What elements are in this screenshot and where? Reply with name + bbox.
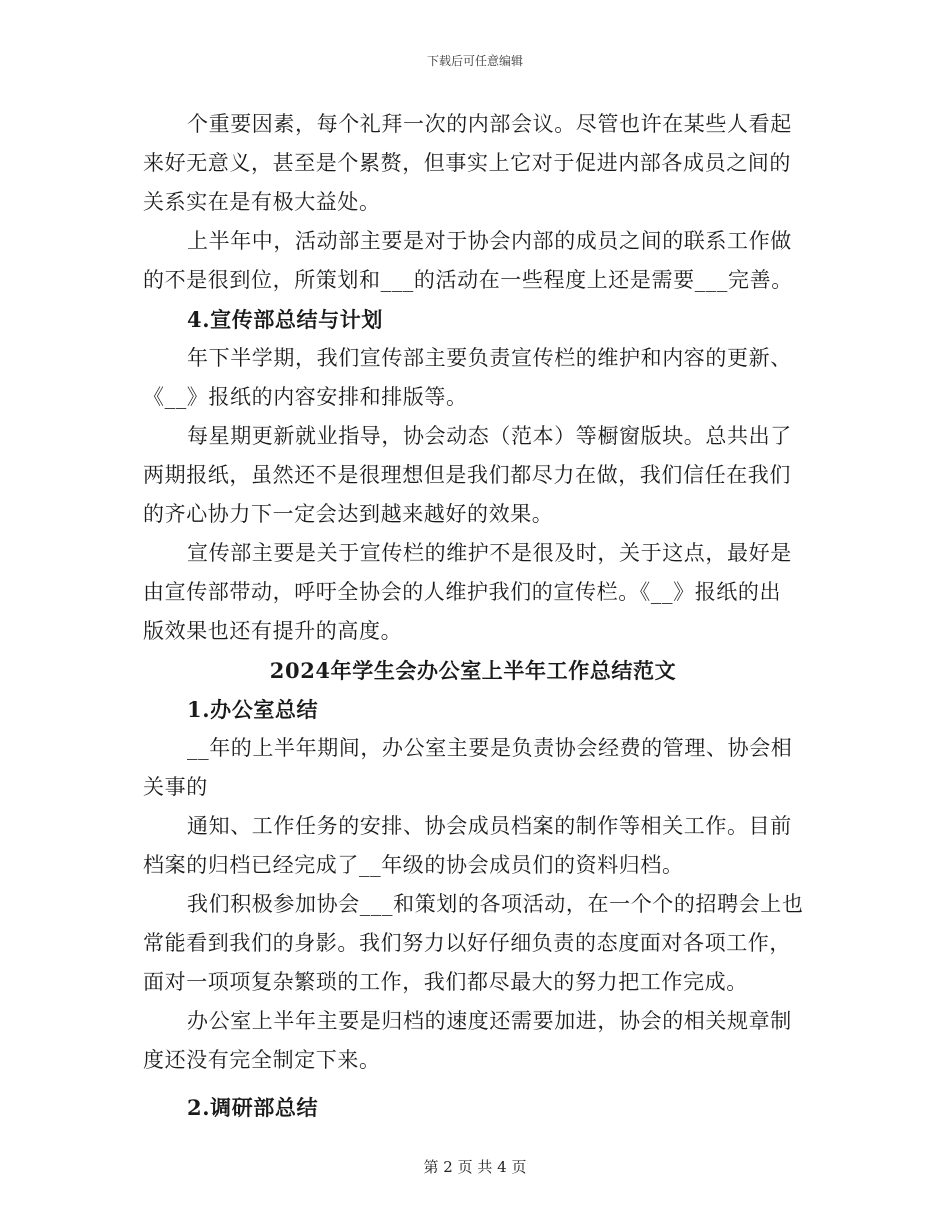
document-title: 2024年学生会办公室上半年工作总结范文 — [269, 658, 677, 683]
paragraph-line: 来好无意义，甚至是个累赘，但事实上它对于促进内部各成员之间的 — [143, 151, 791, 175]
paragraph-line: 版效果也还有提升的高度。 — [143, 619, 403, 643]
paragraph-line: 个重要因素，每个礼拜一次的内部会议。尽管也许在某些人看起 — [187, 112, 792, 136]
paragraph-line: 每星期更新就业指导，协会动态（范本）等橱窗版块。总共出了 — [187, 424, 792, 448]
paragraph-line: 办公室上半年主要是归档的速度还需要加进，协会的相关规章制 — [187, 1009, 792, 1033]
paragraph-line: 宣传部主要是关于宣传栏的维护不是很及时，关于这点，最好是 — [187, 541, 792, 565]
paragraph-line: 我们积极参加协会___和策划的各项活动，在一个个的招聘会上也 — [187, 892, 804, 916]
paragraph-line: 关系实在是有极大益处。 — [143, 190, 381, 214]
paragraph-line: 面对一项项复杂繁琐的工作，我们都尽最大的努力把工作完成。 — [143, 970, 748, 994]
page-footer: 第 2 页 共 4 页 — [423, 1158, 527, 1176]
section-heading: 1.办公室总结 — [187, 697, 319, 722]
page-header: 下载后可任意编辑 — [426, 54, 523, 68]
paragraph-line: 常能看到我们的身影。我们努力以好仔细负责的态度面对各项工作， — [143, 931, 791, 955]
document-body — [143, 105, 803, 1127]
section-heading: 2.调研部总结 — [187, 1095, 319, 1120]
paragraph-line: 上半年中，活动部主要是对于协会内部的成员之间的联系工作做 — [187, 229, 792, 253]
paragraph-line: 两期报纸，虽然还不是很理想但是我们都尽力在做，我们信任在我们 — [143, 463, 791, 487]
section-heading: 4.宣传部总结与计划 — [187, 307, 383, 332]
paragraph-line: 档案的归档已经完成了__年级的协会成员们的资料归档。 — [143, 853, 684, 877]
paragraph-line: 《__》报纸的内容安排和排版等。 — [143, 385, 468, 409]
paragraph-line: 度还没有完全制定下来。 — [143, 1048, 381, 1072]
paragraph-line: __年的上半年期间，办公室主要是负责协会经费的管理、协会相 — [187, 736, 793, 760]
paragraph-line: 关事的 — [143, 775, 208, 799]
paragraph-line: 通知、工作任务的安排、协会成员档案的制作等相关工作。目前 — [187, 814, 792, 838]
paragraph-line: 由宣传部带动，呼吁全协会的人维护我们的宣传栏。《__》报纸的出 — [143, 580, 782, 604]
paragraph-line: 年下半学期，我们宣传部主要负责宣传栏的维护和内容的更新、 — [187, 346, 792, 370]
paragraph-line: 的齐心协力下一定会达到越来越好的效果。 — [143, 502, 554, 526]
paragraph-line: 的不是很到位，所策划和___的活动在一些程度上还是需要___完善。 — [143, 268, 793, 292]
